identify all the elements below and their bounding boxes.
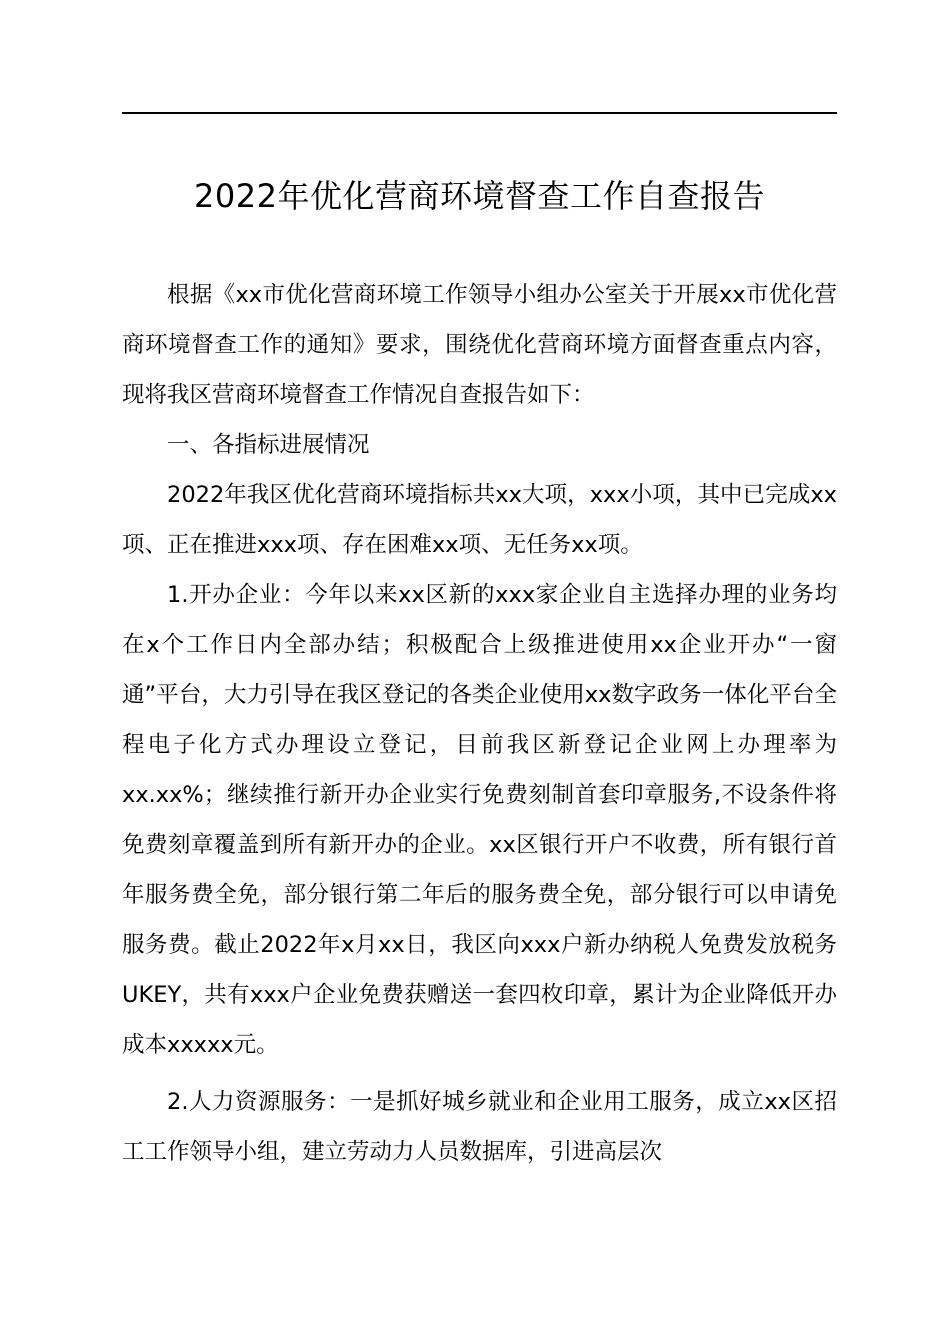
header-rule	[122, 112, 837, 114]
document-title: 2022年优化营商环境督查工作自查报告	[194, 177, 765, 215]
summary-paragraph: 2022年我区优化营商环境指标共xx大项，xxx小项，其中已完成xx项、正在推进xxx项、存在困难xx项、无任务xx项。	[122, 482, 837, 558]
item-1-paragraph: 1.开办企业：今年以来xx区新的xxx家企业自主选择办理的业务均在x个工作日内全部办结；积极配合上级推进使用xx企业开办“一窗通”平台，大力引导在我区登记的各类企业使用xx数字政务一体化平台全程电子化方式办理设立登记，目前我区新登记企业网上办理率为xx.xx%；继续推行新开办企业实行免费刻制首套印章服务,不设条件将免费刻章覆盖到所有新开办的企业。xx区银行开户不收费，所有银行首年服务费全免，部分银行第二年后的服务费全免，部分银行可以申请免服务费。截止2022年x月xx日，我区向xxx户新办纳税人免费发放税务UKEY，共有xxx户企业免费获赠送一套四枚印章，累计为企业降低开办成本xxxxx元。	[122, 582, 837, 1058]
item-2-paragraph: 2.人力资源服务：一是抓好城乡就业和企业用工服务，成立xx区招工工作领导小组，建立劳动力人员数据库，引进高层次	[122, 1089, 837, 1165]
section-heading: 一、各指标进展情况	[167, 432, 370, 458]
document-body	[122, 270, 837, 1177]
intro-paragraph: 根据《xx市优化营商环境工作领导小组办公室关于开展xx市优化营商环境督查工作的通知》要求，围绕优化营商环境方面督查重点内容，现将我区营商环境督查工作情况自查报告如下：	[122, 282, 837, 408]
